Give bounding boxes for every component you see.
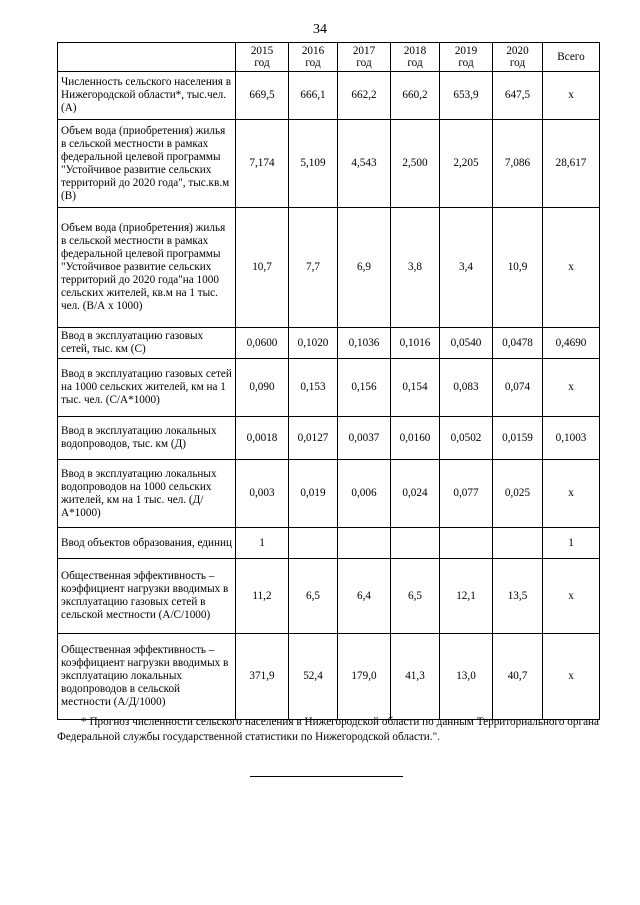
cell-2017: 0,156	[338, 359, 391, 417]
cell-total: х	[543, 559, 600, 634]
header-year-2020: 2020 год	[493, 43, 543, 72]
cell-2018: 6,5	[391, 559, 440, 634]
cell-2015: 1	[236, 528, 289, 559]
cell-2017: 6,9	[338, 208, 391, 328]
cell-2018: 41,3	[391, 634, 440, 720]
header-year-2016: 2016 год	[289, 43, 338, 72]
cell-total: х	[543, 208, 600, 328]
header-year-2015: 2015 год	[236, 43, 289, 72]
cell-2019: 3,4	[440, 208, 493, 328]
header-year-2017: 2017 год	[338, 43, 391, 72]
cell-2016: 0,0127	[289, 417, 338, 460]
cell-2017: 6,4	[338, 559, 391, 634]
cell-2018: 2,500	[391, 120, 440, 208]
row-label: Ввод в эксплуатацию локальных водопроводов, тыс. км (Д)	[58, 417, 236, 460]
cell-2016: 0,1020	[289, 328, 338, 359]
row-label: Объем вода (приобретения) жилья в сельской местности в рамках федеральной целевой программы "Устойчивое развитие сельских территорий до 2020 года", тыс.кв.м (В)	[58, 120, 236, 208]
cell-2018: 0,154	[391, 359, 440, 417]
cell-2015: 669,5	[236, 72, 289, 120]
cell-2017: 0,0037	[338, 417, 391, 460]
header-corner-cell	[58, 43, 236, 72]
page-number: 34	[313, 22, 327, 37]
row-label: Ввод объектов образования, единиц	[58, 528, 236, 559]
cell-2015: 371,9	[236, 634, 289, 720]
cell-2019: 13,0	[440, 634, 493, 720]
cell-total: х	[543, 460, 600, 528]
cell-2020: 40,7	[493, 634, 543, 720]
table-row	[58, 417, 600, 460]
cell-2018: 660,2	[391, 72, 440, 120]
row-label: Ввод в эксплуатацию газовых сетей, тыс. км (С)	[58, 328, 236, 359]
cell-2019: 653,9	[440, 72, 493, 120]
cell-2017	[338, 528, 391, 559]
cell-2020: 0,0478	[493, 328, 543, 359]
table-row	[58, 328, 600, 359]
cell-2016: 6,5	[289, 559, 338, 634]
row-label: Численность сельского населения в Нижегородской области*, тыс.чел. (А)	[58, 72, 236, 120]
cell-2015: 11,2	[236, 559, 289, 634]
cell-total: х	[543, 72, 600, 120]
cell-2015: 0,090	[236, 359, 289, 417]
cell-2020: 647,5	[493, 72, 543, 120]
cell-2018: 3,8	[391, 208, 440, 328]
table-row	[58, 359, 600, 417]
cell-2019	[440, 528, 493, 559]
cell-2020: 0,074	[493, 359, 543, 417]
cell-2015: 0,0018	[236, 417, 289, 460]
end-separator-line	[250, 776, 403, 777]
cell-2015: 0,003	[236, 460, 289, 528]
table-row	[58, 120, 600, 208]
row-label: Ввод в эксплуатацию локальных водопроводов на 1000 сельских жителей, км на 1 тыс. чел. (Д/А*1000)	[58, 460, 236, 528]
cell-2020: 13,5	[493, 559, 543, 634]
row-label: Общественная эффективность – коэффициент нагрузки вводимых в эксплуатацию газовых сетей в сельской местности (А/С/1000)	[58, 559, 236, 634]
cell-2017: 4,543	[338, 120, 391, 208]
cell-2016: 666,1	[289, 72, 338, 120]
header-year-2019: 2019 год	[440, 43, 493, 72]
table-row	[58, 559, 600, 634]
table-row	[58, 634, 600, 720]
cell-total: 0,4690	[543, 328, 600, 359]
cell-2018: 0,0160	[391, 417, 440, 460]
cell-2019: 0,0502	[440, 417, 493, 460]
cell-2020: 0,025	[493, 460, 543, 528]
cell-total: х	[543, 359, 600, 417]
cell-2019: 2,205	[440, 120, 493, 208]
row-label: Общественная эффективность – коэффициент нагрузки вводимых в эксплуатацию локальных водопроводов в сельской местности (А/Д/1000)	[58, 634, 236, 720]
cell-2016: 0,019	[289, 460, 338, 528]
cell-2016: 0,153	[289, 359, 338, 417]
cell-2019: 0,0540	[440, 328, 493, 359]
row-label: Ввод в эксплуатацию газовых сетей на 1000 сельских жителей, км на 1 тыс. чел. (С/А*1000)	[58, 359, 236, 417]
cell-2019: 0,077	[440, 460, 493, 528]
table-header-row	[58, 43, 600, 72]
cell-2015: 10,7	[236, 208, 289, 328]
header-year-2018: 2018 год	[391, 43, 440, 72]
table-row	[58, 528, 600, 559]
header-total: Всего	[543, 43, 600, 72]
indicators-table	[57, 42, 600, 720]
cell-2020: 0,0159	[493, 417, 543, 460]
row-label: Объем вода (приобретения) жилья в сельской местности в рамках федеральной целевой программы "Устойчивое развитие сельских территорий до 2020 года"на 1000 сельских жителей, кв.м на 1 тыс. чел. (В/А х 1000)	[58, 208, 236, 328]
cell-2017: 662,2	[338, 72, 391, 120]
cell-2019: 12,1	[440, 559, 493, 634]
cell-2016: 52,4	[289, 634, 338, 720]
cell-2016	[289, 528, 338, 559]
cell-total: 28,617	[543, 120, 600, 208]
cell-2016: 7,7	[289, 208, 338, 328]
cell-2017: 0,1036	[338, 328, 391, 359]
cell-2019: 0,083	[440, 359, 493, 417]
cell-total: 1	[543, 528, 600, 559]
cell-2017: 0,006	[338, 460, 391, 528]
cell-2020: 10,9	[493, 208, 543, 328]
cell-2018: 0,1016	[391, 328, 440, 359]
cell-2018: 0,024	[391, 460, 440, 528]
table-row	[58, 208, 600, 328]
cell-total: х	[543, 634, 600, 720]
footnote: * Прогноз численности сельского населения в Нижегородской области по данным Территориального органа Федеральной службы государственной статистики по Нижегородской области.".	[57, 716, 599, 743]
cell-2016: 5,109	[289, 120, 338, 208]
cell-2017: 179,0	[338, 634, 391, 720]
cell-2020	[493, 528, 543, 559]
cell-2015: 0,0600	[236, 328, 289, 359]
table-row	[58, 460, 600, 528]
cell-2020: 7,086	[493, 120, 543, 208]
cell-total: 0,1003	[543, 417, 600, 460]
cell-2015: 7,174	[236, 120, 289, 208]
table-row	[58, 72, 600, 120]
cell-2018	[391, 528, 440, 559]
